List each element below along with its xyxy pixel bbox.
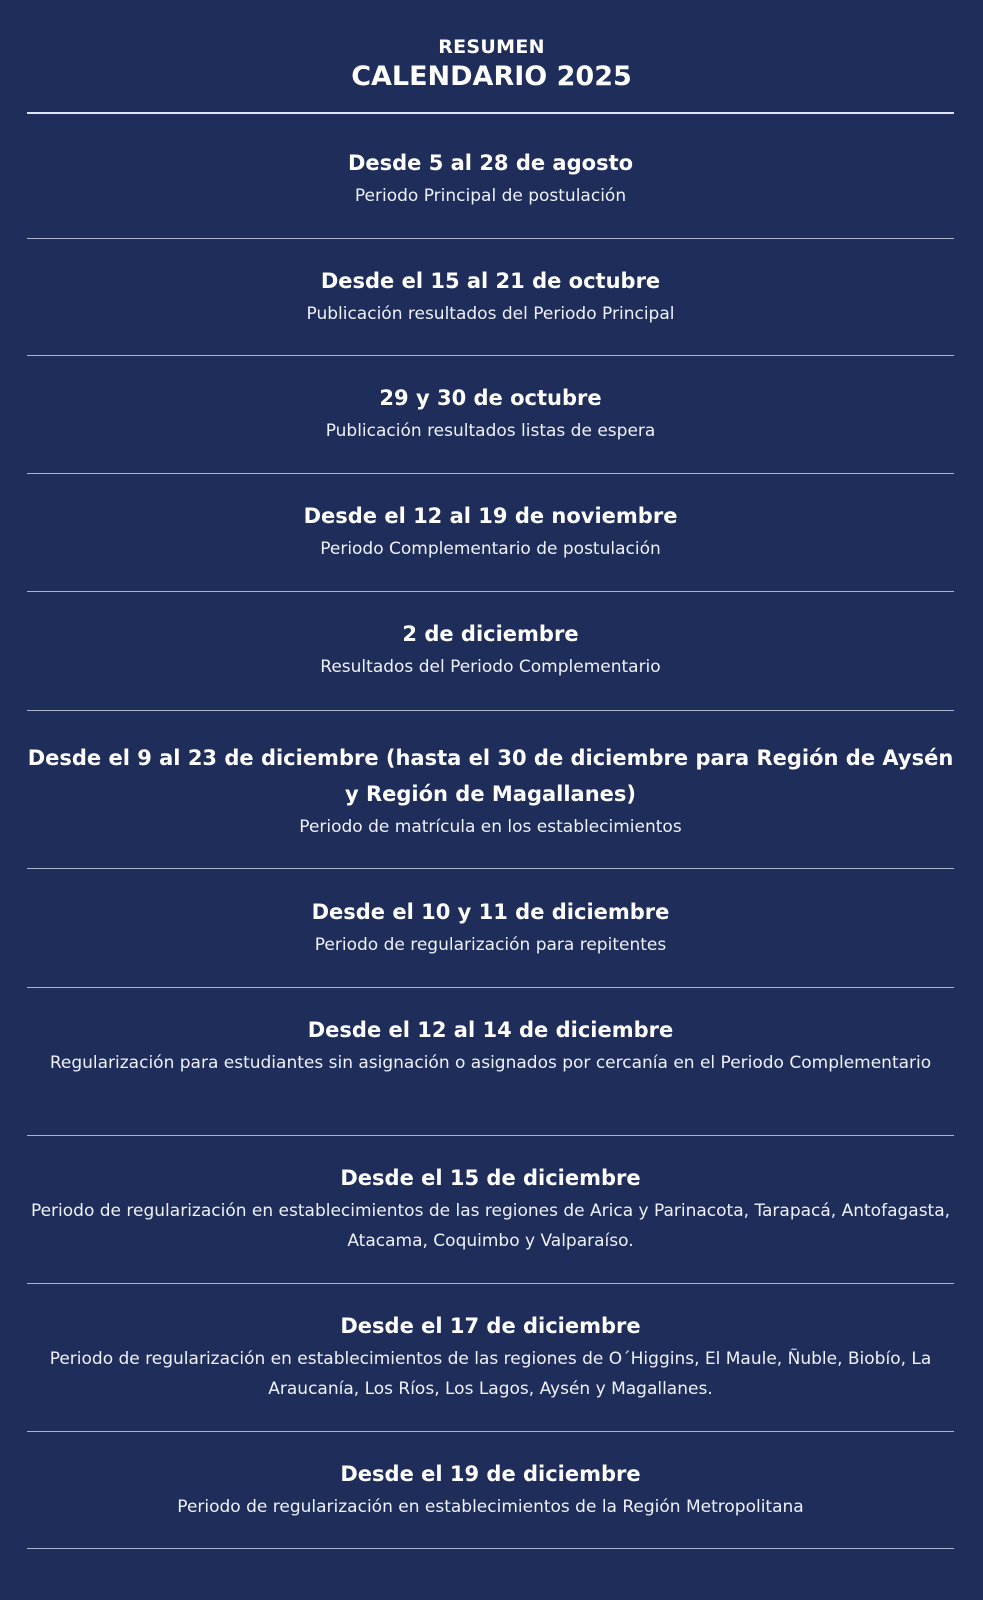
entry-date: Desde el 17 de diciembre	[340, 1314, 641, 1338]
entry-date: Desde el 12 al 14 de diciembre	[307, 1018, 674, 1042]
calendar-entry	[27, 616, 954, 682]
calendar-entry	[27, 894, 954, 960]
entry-description: Periodo de regularización en establecimientos de la Región Metropolitana	[177, 1497, 804, 1517]
header-kicker: RESUMEN	[438, 36, 545, 58]
divider	[27, 1431, 954, 1432]
calendar-entry	[27, 1308, 954, 1404]
entry-date: Desde el 10 y 11 de diciembre	[311, 900, 670, 924]
divider	[27, 987, 954, 988]
entry-date: Desde el 9 al 23 de diciembre (hasta el 30 de diciembre para Región de Aysén y Región de Magallanes)	[27, 746, 954, 806]
calendar-entry	[27, 740, 954, 842]
divider	[27, 1548, 954, 1549]
divider	[27, 355, 954, 356]
divider	[27, 591, 954, 592]
entry-date: Desde el 12 al 19 de noviembre	[303, 504, 678, 528]
entry-date: Desde el 15 de diciembre	[340, 1166, 641, 1190]
entry-description: Regularización para estudiantes sin asignación o asignados por cercanía en el Periodo Complementario	[49, 1053, 932, 1073]
entry-description: Periodo Principal de postulación	[354, 186, 627, 206]
entry-description: Publicación resultados del Periodo Principal	[306, 304, 675, 324]
entry-date: Desde el 19 de diciembre	[340, 1462, 641, 1486]
calendar-entry	[27, 498, 954, 564]
entry-description: Periodo Complementario de postulación	[320, 539, 661, 559]
entry-description: Periodo de regularización en establecimientos de las regiones de Arica y Parinacota, Tarapacá, Antofagasta, Atacama, Coquimbo y Valparaíso.	[30, 1201, 951, 1251]
divider	[27, 1135, 954, 1136]
entry-date: 29 y 30 de octubre	[379, 386, 602, 410]
entry-description: Periodo de regularización en establecimientos de las regiones de O´Higgins, El Maule, Ñuble, Biobío, La Araucanía, Los Ríos, Los Lagos, Aysén y Magallanes.	[49, 1349, 932, 1399]
calendar-entry	[27, 145, 954, 211]
header-divider	[27, 112, 954, 114]
entry-description: Periodo de regularización para repitentes	[314, 935, 667, 955]
calendar-entry	[27, 1456, 954, 1522]
page-title: CALENDARIO 2025	[351, 61, 632, 92]
divider	[27, 710, 954, 711]
entry-date: Desde 5 al 28 de agosto	[347, 151, 634, 175]
calendar-entry	[27, 1012, 954, 1078]
calendar-entry	[27, 1160, 954, 1256]
divider	[27, 1283, 954, 1284]
divider	[27, 473, 954, 474]
calendar-entry	[27, 263, 954, 329]
entry-description: Periodo de matrícula en los establecimientos	[299, 817, 682, 837]
entry-date: Desde el 15 al 21 de octubre	[320, 269, 661, 293]
calendar-entry	[27, 380, 954, 446]
entry-description: Resultados del Periodo Complementario	[320, 657, 661, 677]
divider	[27, 868, 954, 869]
header	[0, 34, 983, 94]
entry-description: Publicación resultados listas de espera	[325, 421, 656, 441]
entry-date: 2 de diciembre	[402, 622, 579, 646]
divider	[27, 238, 954, 239]
